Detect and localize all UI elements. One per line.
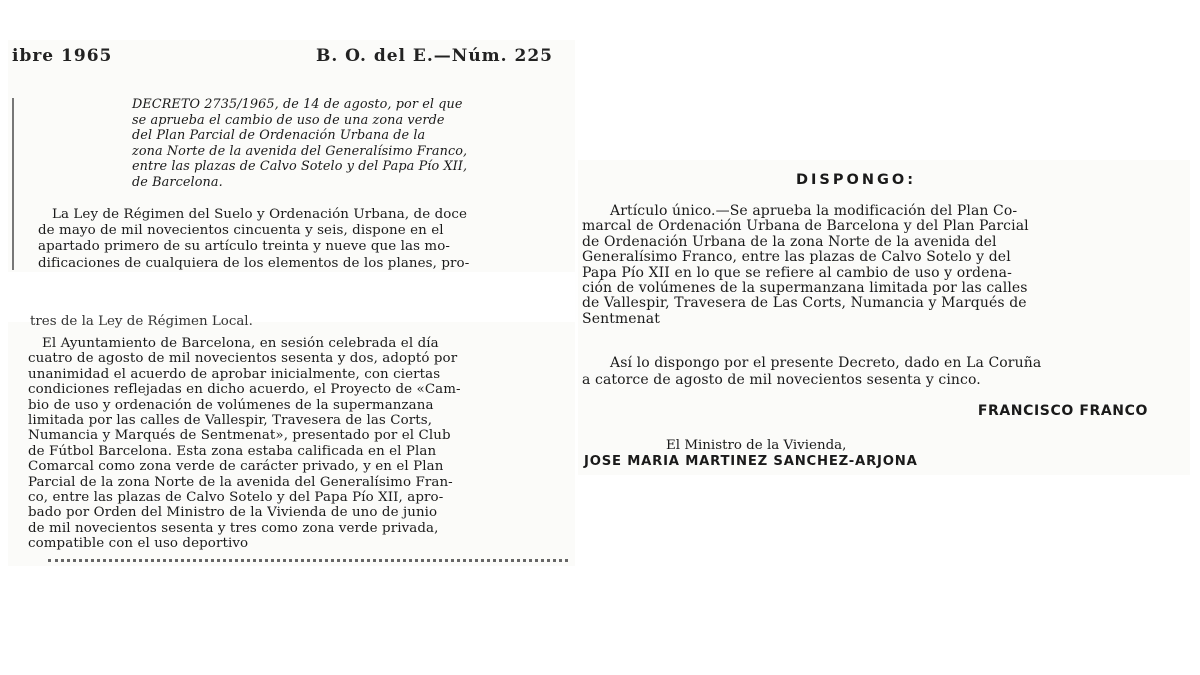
paragraph-line: de Fútbol Barcelona. Esta zona estaba calificada en el Plan xyxy=(28,443,437,459)
paragraph-line: bado por Orden del Ministro de la Vivienda de uno de junio xyxy=(28,505,438,521)
header-date: ibre 1965 xyxy=(12,46,113,66)
signer-name: FRANCISCO FRANCO xyxy=(977,403,1148,419)
article-line: Artículo único.—Se aprueba la modificación del Plan Co- xyxy=(610,203,1018,219)
cut-off-text-edge xyxy=(48,559,568,566)
paragraph-line: La Ley de Régimen del Suelo y Ordenación Urbana, de doce xyxy=(52,207,468,222)
paragraph-line: Comarcal como zona verde de carácter privado, y en el Plan xyxy=(28,459,444,475)
decree-title-line: de Barcelona. xyxy=(132,174,223,190)
paragraph-line: unanimidad el acuerdo de aprobar inicialmente, con ciertas xyxy=(28,366,441,382)
dispongo-heading: DISPONGO: xyxy=(796,172,916,188)
clipping-header-and-title xyxy=(8,40,575,272)
minister-name: JOSE MARIA MARTINEZ SANCHEZ-ARJONA xyxy=(584,454,918,469)
closing-line: a catorce de agosto de mil novecientos sesenta y cinco. xyxy=(582,372,981,388)
decree-title-line: del Plan Parcial de Ordenación Urbana de la xyxy=(132,128,426,144)
paragraph-line: co, entre las plazas de Calvo Sotelo y del Papa Pío XII, apro- xyxy=(28,489,444,505)
article-line: marcal de Ordenación Urbana de Barcelona y del Plan Parcial xyxy=(582,218,1029,235)
paragraph-ayuntamiento xyxy=(28,336,461,551)
cut-off-line: tres de la Ley de Régimen Local. xyxy=(30,314,253,329)
article-line: Sentmenat xyxy=(582,310,660,327)
decree-title-line: zona Norte de la avenida del Generalísimo Franco, xyxy=(132,143,468,159)
article-line: de Ordenación Urbana de la zona Norte de la avenida del xyxy=(582,233,997,250)
paragraph-line: de mil novecientos sesenta y tres como zona verde privada, xyxy=(28,520,439,536)
gazette-header xyxy=(12,46,553,68)
closing-paragraph xyxy=(582,355,1041,389)
paragraph-line: condiciones reflejadas en dicho acuerdo, el Proyecto de «Cam- xyxy=(28,382,461,398)
paragraph-line: El Ayuntamiento de Barcelona, en sesión celebrada el día xyxy=(42,336,439,351)
decree-title-line: DECRETO 2735/1965, de 14 de agosto, por el que xyxy=(132,97,463,112)
decree-title-line: entre las plazas de Calvo Sotelo y del Papa Pío XII, xyxy=(132,159,468,175)
minister-title: El Ministro de la Vivienda, xyxy=(666,438,847,453)
paragraph-line: Numancia y Marqués de Sentmenat», presentado por el Club xyxy=(28,428,451,444)
closing-line: Así lo dispongo por el presente Decreto, dado en La Coruña xyxy=(610,355,1042,371)
paragraph-ley-regimen xyxy=(38,207,469,272)
article-line: Generalísimo Franco, entre las plazas de Calvo Sotelo y del xyxy=(582,249,1011,266)
article-line: Papa Pío XII en lo que se refiere al cambio de uso y ordena- xyxy=(582,264,1012,281)
margin-rule xyxy=(12,98,14,270)
paragraph-line: bio de uso y ordenación de volúmenes de la supermanzana xyxy=(28,397,434,413)
paragraph-line: compatible con el uso deportivo xyxy=(28,536,249,552)
paragraph-line: apartado primero de su artículo treinta y nueve que las mo- xyxy=(38,239,450,255)
header-issue: B. O. del E.—Núm. 225 xyxy=(315,46,553,66)
article-unico xyxy=(582,204,1029,327)
paragraph-line: limitada por las calles de Vallespir, Travesera de las Corts, xyxy=(28,412,433,428)
article-line: ción de volúmenes de la supermanzana limitada por las calles xyxy=(582,279,1028,296)
clipping-ayuntamiento xyxy=(8,314,575,566)
paragraph-line: de mayo de mil novecientos cincuenta y seis, dispone en el xyxy=(38,223,444,239)
decree-title xyxy=(132,97,564,191)
article-line: de Vallespir, Travesera de Las Corts, Numancia y Marqués de xyxy=(582,295,1027,312)
paragraph-line: Parcial de la zona Norte de la avenida del Generalísimo Fran- xyxy=(28,474,453,490)
paragraph-line: cuatro de agosto de mil novecientos sesenta y dos, adoptó por xyxy=(28,351,458,367)
paragraph-line: dificaciones de cualquiera de los elementos de los planes, pro- xyxy=(38,255,470,271)
decree-title-line: se aprueba el cambio de uso de una zona verde xyxy=(132,112,445,128)
clipping-dispongo xyxy=(578,160,1190,475)
